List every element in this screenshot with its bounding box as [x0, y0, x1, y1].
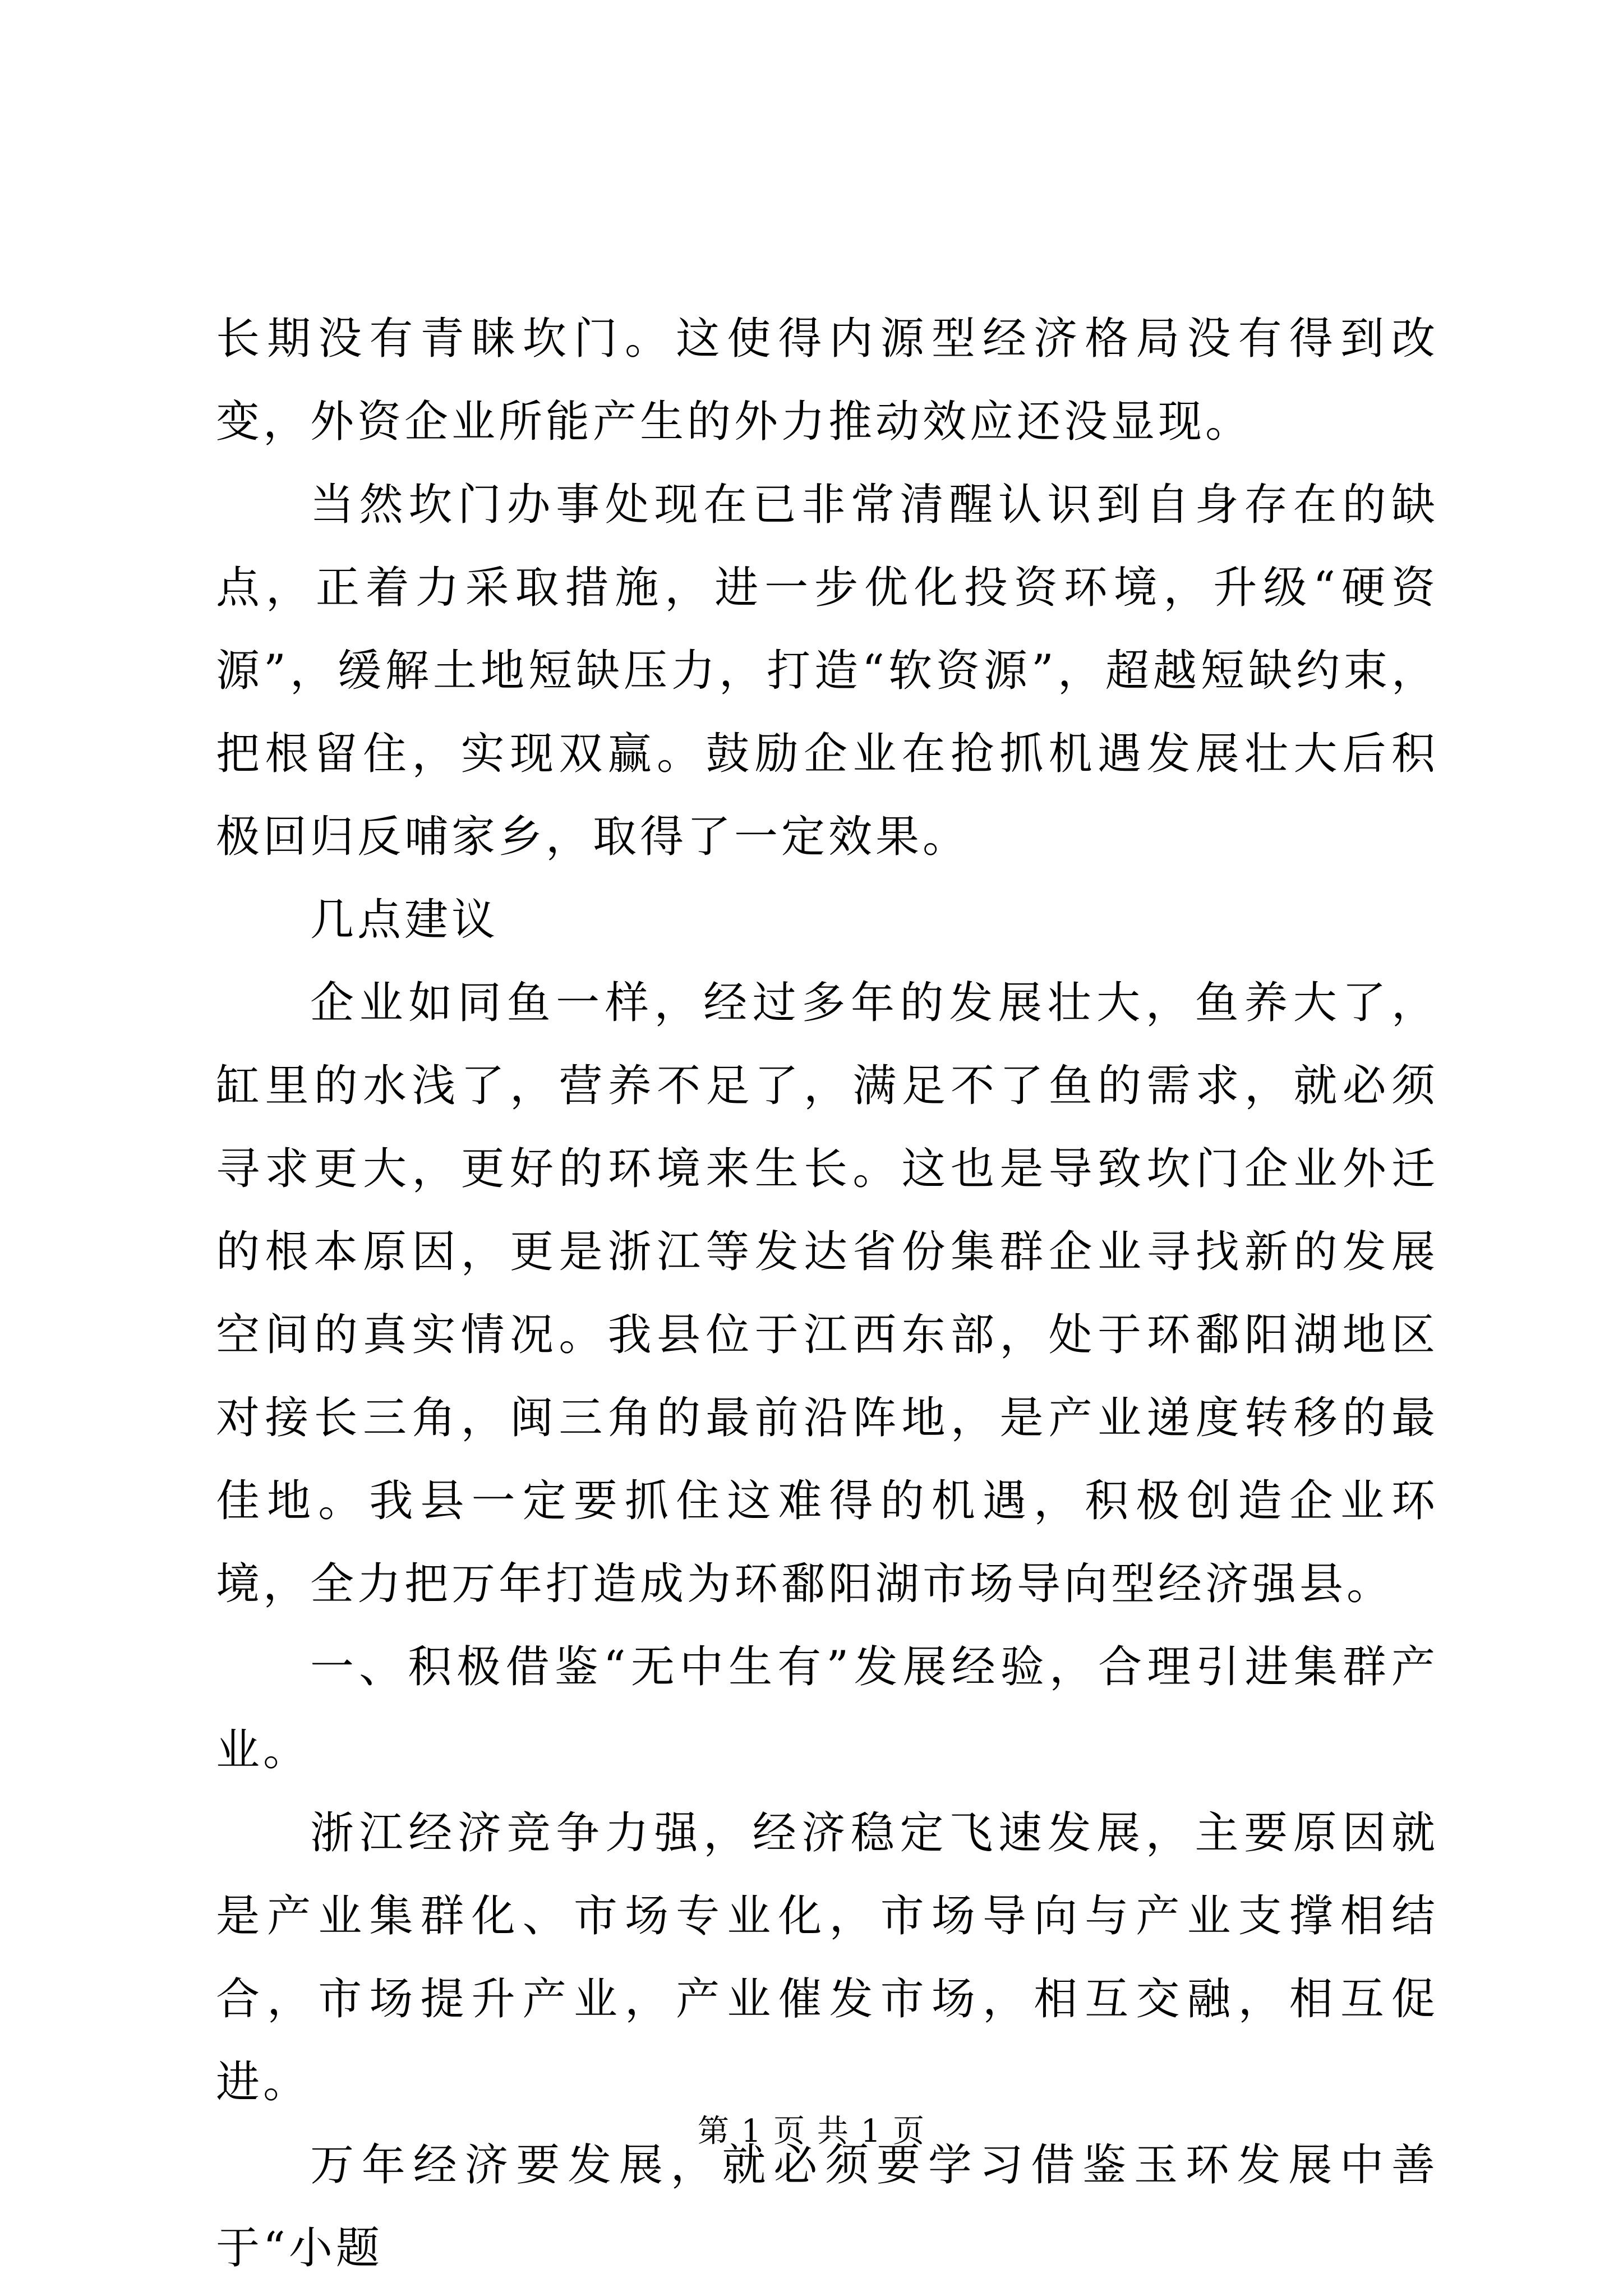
- paragraph-4: 浙江经济竞争力强，经济稳定飞速发展，主要原因就是产业集群化、市场专业化，市场导向与产业支撑相结合，市场提升产业，产业催发市场，相互交融，相互促进。: [216, 1808, 1438, 2108]
- paragraph-1: 长期没有青睐坎门。这使得内源型经济格局没有得到改变，外资企业所能产生的外力推动效应还没显现。: [216, 314, 1438, 447]
- paragraph-5: 万年经济要发展，就必须要学习借鉴玉环发展中善于“小题: [216, 2140, 1438, 2274]
- section-heading-suggestions: 几点建议: [310, 895, 499, 945]
- document-body: [216, 297, 1438, 2290]
- page-footer: 第 1 页 共 1 页: [697, 2113, 926, 2150]
- paragraph-3: 企业如同鱼一样，经过多年的发展壮大，鱼养大了，缸里的水浅了，营养不足了，满足不了鱼的需求，就必须寻求更大，更好的环境来生长。这也是导致坎门企业外迁的根本原因，更是浙江等发达省份集群企业寻找新的发展空间的真实情况。我县位于江西东部，处于环鄱阳湖地区对接长三角，闽三角的最前沿阵地，是产业递度转移的最佳地。我县一定要抓住这难得的机遇，积极创造企业环境，全力把万年打造成为环鄱阳湖市场导向型经济强县。: [216, 978, 1438, 1609]
- paragraph-2: 当然坎门办事处现在已非常清醒认识到自身存在的缺点，正着力采取措施，进一步优化投资环境，升级“硬资源”，缓解土地短缺压力，打造“软资源”，超越短缺约束，把根留住，实现双赢。鼓励企业在抢抓机遇发展壮大后积极回归反哺家乡，取得了一定效果。: [216, 480, 1438, 862]
- section-heading-1: 一、积极借鉴“无中生有”发展经验，合理引进集群产业。: [216, 1642, 1438, 1775]
